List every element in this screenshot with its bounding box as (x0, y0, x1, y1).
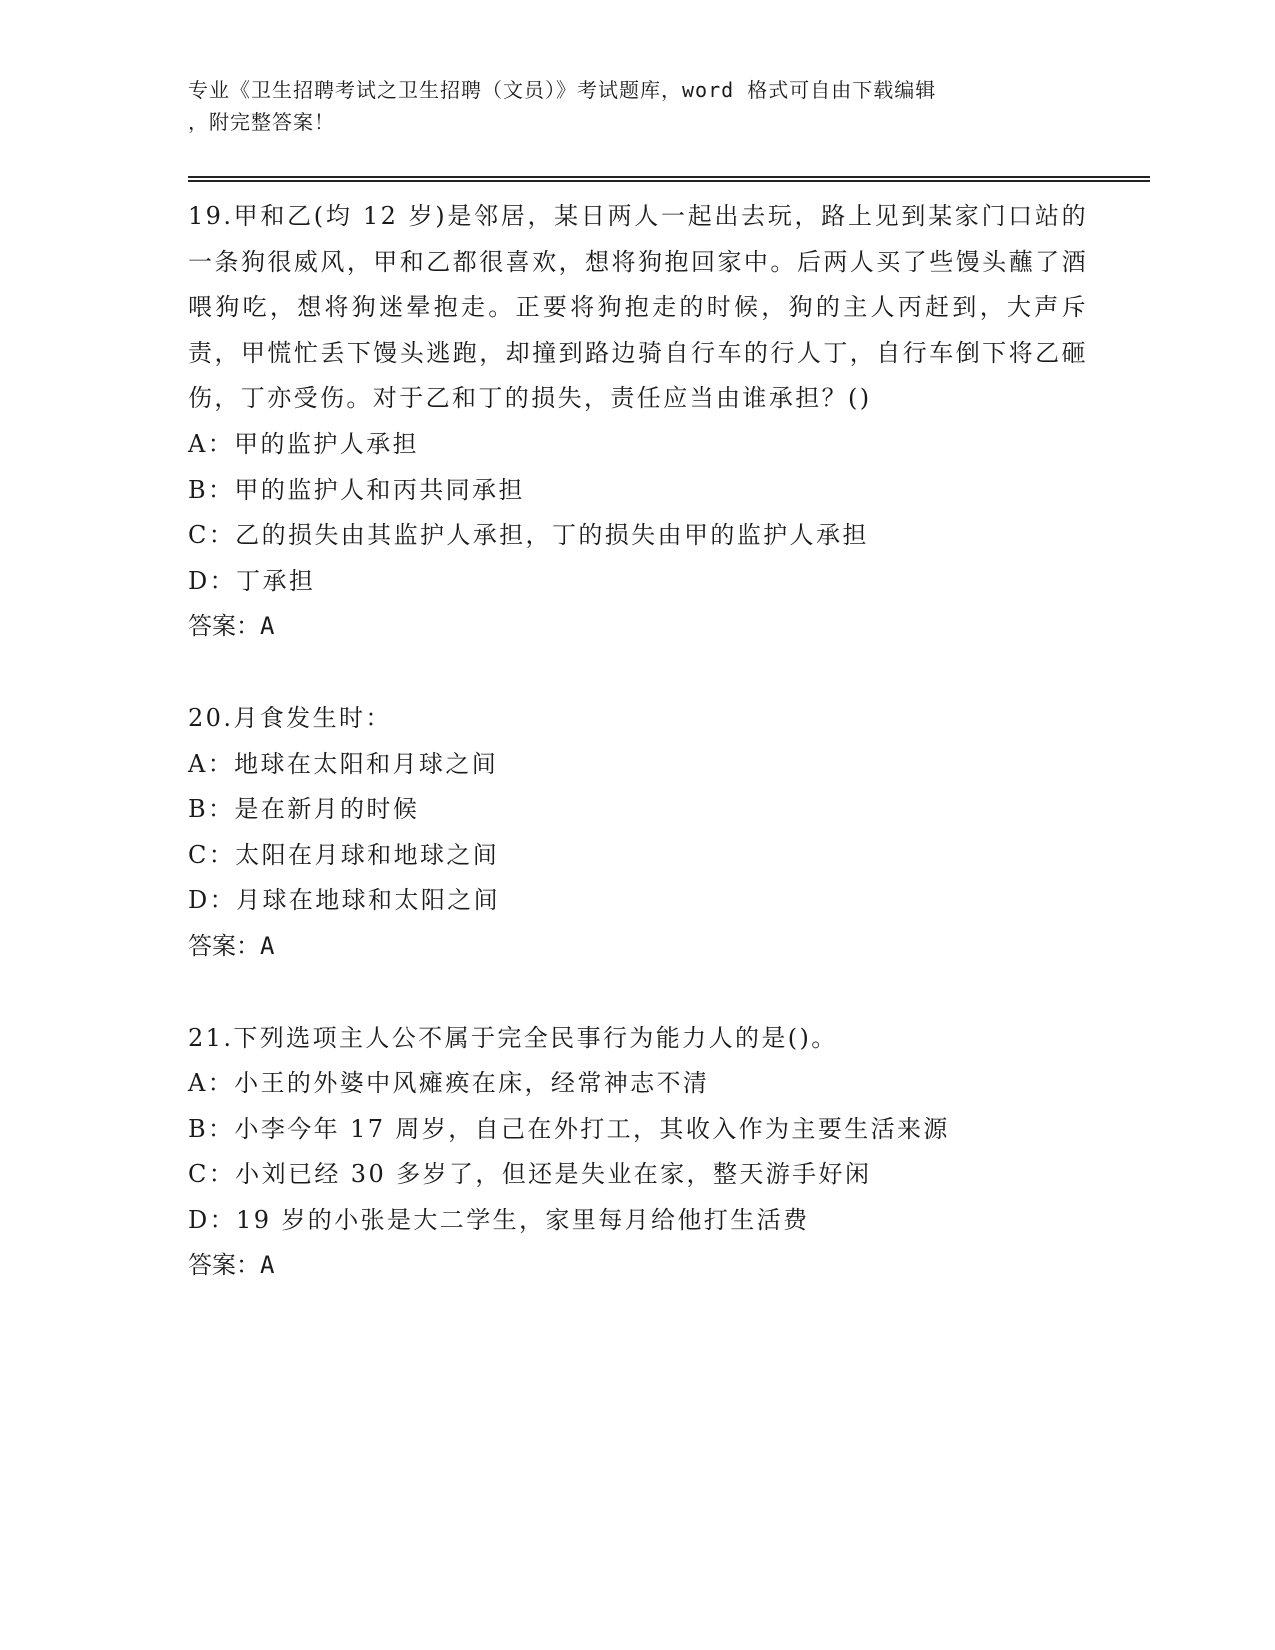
question-stem: 19.甲和乙(均 12 岁)是邻居，某日两人一起出去玩，路上见到某家门口站的一条狗很威风，甲和乙都很喜欢，想将狗抱回家中。后两人买了些馒头蘸了酒喂狗吃，想将狗迷晕抱走。正要将狗抱走的时候，狗的主人丙赶到，大声斥责，甲慌忙丢下馒头逃跑，却撞到路边骑自行车的行人丁，自行车倒下将乙砸伤，丁亦受伤。对于乙和丁的损失，责任应当由谁承担？() (188, 202, 1088, 413)
question-21 (188, 1016, 1088, 1290)
option-b: B：甲的监护人和丙共同承担 (188, 475, 525, 504)
option-c: C：小刘已经 30 多岁了，但还是失业在家，整天游手好闲 (188, 1160, 872, 1189)
header-line-2: ，附完整答案！ (188, 110, 335, 134)
answer-line: 答案：A (188, 612, 275, 641)
question-stem: 21.下列选项主人公不属于完全民事行为能力人的是()。 (188, 1023, 838, 1052)
question-stem: 20.月食发生时： (188, 703, 392, 732)
header-divider (188, 176, 1150, 182)
option-d: D：丁承担 (188, 566, 316, 595)
answer-line: 答案：A (188, 931, 275, 960)
option-b: B：是在新月的时候 (188, 795, 420, 824)
option-a: A：地球在太阳和月球之间 (188, 749, 499, 778)
question-20 (188, 696, 1088, 970)
option-d: D：19 岁的小张是大二学生，家里每月给他打生活费 (188, 1205, 810, 1234)
option-b: B：小李今年 17 周岁，自己在外打工，其收入作为主要生活来源 (188, 1114, 950, 1143)
page-header (188, 74, 1068, 138)
question-list (188, 194, 1088, 1335)
answer-line: 答案：A (188, 1251, 275, 1280)
option-a: A：小王的外婆中风瘫痪在床，经常神志不清 (188, 1069, 710, 1098)
option-a: A：甲的监护人承担 (188, 429, 419, 458)
option-d: D：月球在地球和太阳之间 (188, 886, 501, 915)
question-19 (188, 194, 1088, 650)
option-c: C：太阳在月球和地球之间 (188, 840, 500, 869)
option-c: C：乙的损失由其监护人承担，丁的损失由甲的监护人承担 (188, 521, 869, 550)
header-line-1: 专业《卫生招聘考试之卫生招聘（文员）》考试题库，word 格式可自由下载编辑 (188, 78, 937, 102)
